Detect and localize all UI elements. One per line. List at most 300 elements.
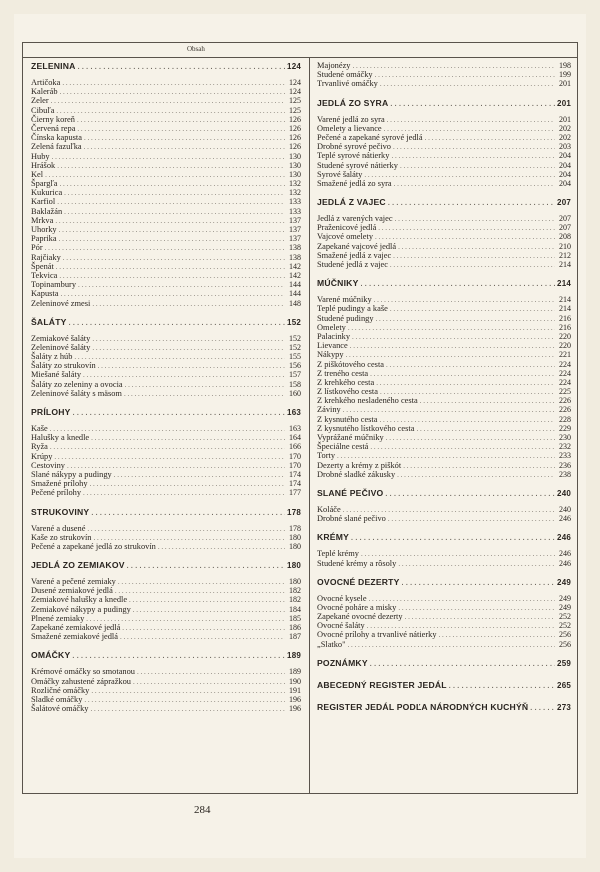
dot-leader bbox=[397, 471, 555, 480]
entry-page: 124 bbox=[289, 87, 301, 97]
toc-entry bbox=[317, 323, 571, 332]
toc-entry bbox=[31, 380, 301, 389]
entry-label: Zapekané ovocné dezerty bbox=[317, 612, 403, 622]
entry-page: 203 bbox=[559, 142, 571, 152]
toc-entry bbox=[31, 152, 301, 161]
section-heading bbox=[317, 98, 571, 111]
toc-entry bbox=[31, 667, 301, 676]
entry-label: Sladké omáčky bbox=[31, 694, 83, 704]
dot-leader bbox=[386, 361, 555, 370]
entry-label: Artičoka bbox=[31, 78, 61, 87]
toc-entry bbox=[31, 170, 301, 179]
entry-page: 186 bbox=[289, 623, 301, 632]
dot-leader bbox=[385, 491, 555, 498]
toc-section bbox=[317, 702, 571, 715]
dot-leader bbox=[98, 362, 285, 371]
section-title: PRÍLOHY bbox=[31, 407, 71, 417]
entry-label: Hrášok bbox=[31, 160, 56, 170]
entry-label: Dusené zemiakové jedlá bbox=[31, 586, 113, 596]
dot-leader bbox=[59, 272, 285, 281]
toc-entry bbox=[317, 378, 571, 387]
dot-leader bbox=[56, 263, 285, 272]
entry-label: Pór bbox=[31, 243, 43, 253]
entry-label: Drobné slané pečivo bbox=[317, 514, 386, 524]
entry-page: 130 bbox=[289, 151, 301, 161]
dot-leader bbox=[378, 224, 555, 233]
toc-entry bbox=[31, 115, 301, 124]
entry-label: Krémové omáčky so smotanou bbox=[31, 667, 135, 677]
entry-label: Červená repa bbox=[31, 123, 76, 133]
entry-page: 160 bbox=[289, 388, 301, 398]
entry-label: Z piškótového cesta bbox=[317, 359, 384, 369]
entry-page: 224 bbox=[559, 368, 571, 378]
entry-page: 233 bbox=[559, 451, 571, 461]
section-title: ABECEDNÝ REGISTER JEDÁL bbox=[317, 679, 447, 690]
toc-entry bbox=[317, 424, 571, 433]
entry-label: Torty bbox=[317, 451, 336, 461]
toc-entry bbox=[31, 289, 301, 298]
entry-label: Drobné sladké zákusky bbox=[317, 469, 396, 479]
entry-page: 142 bbox=[289, 261, 301, 271]
toc-entry bbox=[317, 170, 571, 179]
dot-leader bbox=[60, 290, 285, 299]
toc-entry bbox=[317, 223, 571, 232]
entry-label: Ovocné poháre a misky bbox=[317, 602, 397, 612]
dot-leader bbox=[73, 410, 285, 417]
dot-leader bbox=[74, 353, 285, 362]
dot-leader bbox=[398, 604, 555, 613]
dot-leader bbox=[87, 525, 285, 534]
entry-label: Koláče bbox=[317, 504, 341, 514]
left-column bbox=[31, 61, 301, 713]
entry-page: 156 bbox=[289, 361, 301, 371]
dot-leader bbox=[84, 143, 285, 152]
toc-section bbox=[317, 577, 571, 649]
entry-page: 246 bbox=[559, 514, 571, 524]
toc-entry bbox=[317, 304, 571, 313]
toc-entry bbox=[317, 514, 571, 523]
entry-label: Šalátové omáčky bbox=[31, 704, 89, 714]
entry-page: 196 bbox=[289, 704, 301, 714]
section-heading bbox=[317, 658, 571, 671]
entry-page: 126 bbox=[289, 123, 301, 133]
toc-entry bbox=[317, 461, 571, 470]
toc-section bbox=[317, 197, 571, 269]
entry-label: Varené a dusené bbox=[31, 523, 86, 533]
toc-entry bbox=[31, 262, 301, 271]
toc-entry bbox=[31, 299, 301, 308]
dot-leader bbox=[64, 189, 285, 198]
entry-label: Uhorky bbox=[31, 225, 57, 234]
dot-leader bbox=[51, 97, 285, 106]
toc-entry bbox=[317, 251, 571, 260]
toc-entry bbox=[31, 704, 301, 713]
toc-entry bbox=[317, 505, 571, 514]
entry-label: Špenát bbox=[31, 261, 54, 271]
dot-leader bbox=[393, 143, 555, 152]
entry-label: Z krehkého cesta bbox=[317, 377, 375, 387]
entry-label: Čínska kapusta bbox=[31, 133, 82, 143]
toc-entry bbox=[31, 452, 301, 461]
entry-label: Rozličné omáčky bbox=[31, 685, 90, 695]
toc-entry bbox=[317, 161, 571, 170]
entry-label: Baklažán bbox=[31, 206, 63, 216]
dot-leader bbox=[376, 379, 555, 388]
entry-page: 125 bbox=[289, 105, 301, 115]
toc-entry bbox=[31, 280, 301, 289]
right-column bbox=[317, 61, 571, 715]
entry-page: 201 bbox=[559, 114, 571, 124]
section-heading bbox=[31, 317, 301, 330]
dot-leader bbox=[420, 397, 555, 406]
section-page: 180 bbox=[287, 561, 301, 571]
toc-entry bbox=[31, 179, 301, 188]
entry-page: 138 bbox=[289, 252, 301, 262]
entry-page: 170 bbox=[289, 451, 301, 461]
entry-label: Studené jedlá z vajec bbox=[317, 260, 388, 269]
header-bar bbox=[23, 43, 577, 58]
section-page: 207 bbox=[557, 198, 571, 208]
toc-entry bbox=[31, 361, 301, 370]
entry-label: Čierny koreň bbox=[31, 114, 75, 124]
toc-entry bbox=[317, 594, 571, 603]
entry-page: 214 bbox=[559, 295, 571, 305]
contents-frame bbox=[22, 42, 578, 794]
entry-label: Varené a pečené zemiaky bbox=[31, 577, 116, 587]
dot-leader bbox=[380, 80, 555, 89]
dot-leader bbox=[133, 606, 285, 615]
toc-entry bbox=[31, 524, 301, 533]
entry-page: 216 bbox=[559, 322, 571, 332]
page-number: 284 bbox=[194, 804, 211, 816]
toc-entry bbox=[317, 79, 571, 88]
section-heading bbox=[317, 702, 571, 715]
toc-entry bbox=[317, 405, 571, 414]
section-page: 273 bbox=[557, 702, 571, 712]
section-heading bbox=[31, 507, 301, 520]
dot-leader bbox=[393, 252, 555, 261]
toc-entry bbox=[31, 188, 301, 197]
dot-leader bbox=[124, 390, 285, 399]
toc-entry bbox=[31, 253, 301, 262]
entry-label: Topinambury bbox=[31, 280, 77, 290]
entry-page: 137 bbox=[289, 234, 301, 244]
toc-entry bbox=[31, 479, 301, 488]
toc-entry bbox=[317, 549, 571, 558]
entry-label: Drobné syrové pečivo bbox=[317, 142, 391, 152]
entry-label: Nákypy bbox=[317, 350, 344, 360]
dot-leader bbox=[439, 631, 555, 640]
dot-leader bbox=[77, 125, 285, 134]
dot-leader bbox=[59, 226, 285, 235]
entry-page: 256 bbox=[559, 630, 571, 640]
entry-label: Slané nákypy a pudingy bbox=[31, 469, 112, 479]
entry-page: 174 bbox=[289, 469, 301, 479]
toc-section bbox=[31, 507, 301, 552]
entry-label: Rajčiaky bbox=[31, 252, 61, 262]
running-head: Obsah bbox=[187, 45, 205, 53]
section-heading bbox=[317, 577, 571, 590]
dot-leader bbox=[530, 705, 555, 712]
toc-entry bbox=[31, 234, 301, 243]
entry-label: Smažené jedlá zo syra bbox=[317, 178, 392, 188]
entry-label: Kaše bbox=[31, 424, 48, 433]
dot-leader bbox=[369, 595, 555, 604]
dot-leader bbox=[91, 510, 285, 517]
section-page: 178 bbox=[287, 507, 301, 517]
entry-page: 133 bbox=[289, 197, 301, 207]
entry-page: 202 bbox=[559, 132, 571, 142]
dot-leader bbox=[391, 152, 555, 161]
dot-leader bbox=[63, 254, 285, 263]
toc-entry bbox=[317, 621, 571, 630]
entry-label: Zeleninové šaláty s mäsom bbox=[31, 388, 122, 398]
toc-section bbox=[317, 658, 571, 671]
entry-page: 155 bbox=[289, 352, 301, 362]
entry-page: 144 bbox=[289, 280, 301, 290]
dot-leader bbox=[402, 580, 555, 587]
toc-section bbox=[31, 560, 301, 641]
entry-label: Šaláty zo strukovín bbox=[31, 361, 96, 371]
entry-label: Cestoviny bbox=[31, 460, 65, 470]
section-title: ŠALÁTY bbox=[31, 316, 67, 327]
section-page: 265 bbox=[557, 680, 571, 690]
toc-section bbox=[31, 407, 301, 498]
entry-page: 201 bbox=[559, 79, 571, 89]
section-title: OMÁČKY bbox=[31, 650, 71, 661]
toc-entry bbox=[317, 124, 571, 133]
dot-leader bbox=[57, 162, 285, 171]
entry-label: Palacinky bbox=[317, 331, 351, 341]
dot-leader bbox=[64, 208, 285, 217]
section-title: STRUKOVINY bbox=[31, 506, 90, 517]
toc-entry bbox=[31, 461, 301, 470]
entry-label: Pečené a zapekané syrové jedlá bbox=[317, 132, 423, 142]
toc-entry bbox=[317, 214, 571, 223]
toc-entry bbox=[31, 352, 301, 361]
section-title: SLANÉ PEČIVO bbox=[317, 487, 384, 498]
toc-entry bbox=[317, 630, 571, 639]
dot-leader bbox=[350, 342, 555, 351]
toc-entry bbox=[317, 387, 571, 396]
dot-leader bbox=[91, 434, 285, 443]
entry-page: 180 bbox=[289, 532, 301, 542]
dot-leader bbox=[158, 543, 285, 552]
toc-entry bbox=[317, 232, 571, 241]
section-heading bbox=[31, 650, 301, 663]
entry-page: 252 bbox=[559, 612, 571, 622]
entry-page: 138 bbox=[289, 243, 301, 253]
entry-label: Omelety a lievance bbox=[317, 123, 382, 133]
toc-entry bbox=[31, 389, 301, 398]
dot-leader bbox=[45, 244, 285, 253]
toc-entry bbox=[317, 442, 571, 451]
toc-entry bbox=[31, 207, 301, 216]
entry-label: Cibuľa bbox=[31, 105, 55, 115]
section-title: KRÉMY bbox=[317, 532, 350, 543]
dot-leader bbox=[364, 171, 555, 180]
entry-label: Zapekané vajcové jedlá bbox=[317, 241, 397, 251]
toc-entry bbox=[31, 78, 301, 87]
dot-leader bbox=[90, 705, 285, 714]
toc-entry bbox=[317, 451, 571, 460]
toc-entry bbox=[317, 70, 571, 79]
toc-entry bbox=[317, 179, 571, 188]
column-divider bbox=[309, 57, 310, 793]
entry-label: Záviny bbox=[317, 405, 341, 415]
entry-page: 220 bbox=[559, 331, 571, 341]
entry-label: Lievance bbox=[317, 341, 348, 351]
toc-entry bbox=[317, 142, 571, 151]
entry-page: 226 bbox=[559, 396, 571, 406]
toc-entry bbox=[317, 470, 571, 479]
entry-page: 236 bbox=[559, 460, 571, 470]
toc-entry bbox=[317, 332, 571, 341]
dot-leader bbox=[425, 134, 555, 143]
dot-leader bbox=[133, 678, 285, 687]
entry-page: 202 bbox=[559, 123, 571, 133]
entry-page: 180 bbox=[289, 541, 301, 551]
dot-leader bbox=[375, 233, 555, 242]
entry-page: 252 bbox=[559, 621, 571, 631]
dot-leader bbox=[118, 578, 285, 587]
section-title: JEDLÁ ZO SYRA bbox=[317, 97, 389, 108]
entry-label: „Slatko" bbox=[317, 639, 346, 649]
entry-label: Varené jedlá zo syra bbox=[317, 114, 385, 124]
entry-page: 240 bbox=[559, 504, 571, 514]
entry-label: Studené syrové nátierky bbox=[317, 160, 398, 170]
dot-leader bbox=[84, 696, 285, 705]
toc-entry bbox=[31, 695, 301, 704]
dot-leader bbox=[91, 687, 285, 696]
dot-leader bbox=[114, 471, 285, 480]
entry-page: 230 bbox=[559, 433, 571, 442]
entry-label: Majonézy bbox=[317, 61, 351, 70]
entry-page: 238 bbox=[559, 469, 571, 479]
entry-label: Pečené prílohy bbox=[31, 488, 82, 498]
dot-leader bbox=[416, 425, 555, 434]
entry-label: Z krehkého nesladeného cesta bbox=[317, 396, 418, 406]
toc-entry bbox=[31, 96, 301, 105]
entry-page: 126 bbox=[289, 142, 301, 152]
dot-leader bbox=[50, 443, 285, 452]
toc-entry bbox=[317, 61, 571, 70]
toc-entry bbox=[31, 542, 301, 551]
section-heading bbox=[31, 560, 301, 573]
entry-label: Smažené prílohy bbox=[31, 479, 88, 489]
entry-label: Vyprážané múčniky bbox=[317, 433, 384, 442]
entry-label: Vajcové omelety bbox=[317, 232, 374, 242]
toc-entry bbox=[317, 415, 571, 424]
toc-entry bbox=[31, 243, 301, 252]
section-page: 152 bbox=[287, 317, 301, 327]
entry-page: 132 bbox=[289, 188, 301, 198]
entry-label: Dezerty a krémy z piškót bbox=[317, 460, 402, 470]
toc-entry bbox=[31, 632, 301, 641]
dot-leader bbox=[352, 333, 555, 342]
dot-leader bbox=[55, 217, 285, 226]
entry-page: 210 bbox=[559, 241, 571, 251]
entry-label: Zemiakové halušky a knedle bbox=[31, 595, 128, 605]
toc-entry bbox=[31, 433, 301, 442]
toc-section bbox=[31, 317, 301, 398]
dot-leader bbox=[72, 653, 285, 660]
entry-label: Z treného cesta bbox=[317, 368, 369, 378]
entry-label: Halušky a knedle bbox=[31, 433, 90, 443]
dot-leader bbox=[370, 443, 555, 452]
entry-label: Zemiakové nákypy a pudingy bbox=[31, 604, 131, 614]
entry-label: Kukurica bbox=[31, 188, 63, 198]
entry-page: 204 bbox=[559, 169, 571, 179]
section-heading bbox=[317, 278, 571, 291]
toc-entry bbox=[317, 133, 571, 142]
toc-entry bbox=[317, 559, 571, 568]
toc-entry bbox=[31, 334, 301, 343]
dot-leader bbox=[52, 153, 285, 162]
dot-leader bbox=[375, 71, 555, 80]
entry-page: 157 bbox=[289, 370, 301, 380]
toc-section bbox=[317, 98, 571, 189]
dot-leader bbox=[137, 668, 285, 677]
entry-page: 130 bbox=[289, 160, 301, 170]
section-title: ZELENINA bbox=[31, 61, 76, 71]
entry-label: Zapekané zemiakové jedlá bbox=[31, 623, 121, 632]
entry-page: 180 bbox=[289, 577, 301, 587]
toc-entry bbox=[31, 225, 301, 234]
entry-page: 185 bbox=[289, 613, 301, 623]
toc-entry bbox=[317, 314, 571, 323]
toc-entry bbox=[31, 595, 301, 604]
toc-entry bbox=[31, 142, 301, 151]
dot-leader bbox=[84, 134, 285, 143]
toc-section bbox=[317, 488, 571, 523]
entry-page: 207 bbox=[559, 223, 571, 233]
toc-entry bbox=[31, 370, 301, 379]
toc-entry bbox=[317, 360, 571, 369]
dot-leader bbox=[361, 281, 555, 288]
entry-label: Z kysnutého cesta bbox=[317, 414, 378, 424]
toc-section bbox=[317, 61, 571, 89]
entry-page: 126 bbox=[289, 114, 301, 124]
entry-page: 142 bbox=[289, 270, 301, 280]
entry-label: Jedlá z varených vajec bbox=[317, 214, 393, 224]
dot-leader bbox=[92, 335, 285, 344]
entry-label: Studené pudingy bbox=[317, 313, 374, 323]
entry-label: Špargľa bbox=[31, 179, 58, 189]
entry-page: 184 bbox=[289, 604, 301, 614]
entry-label: Zeleninové zmesi bbox=[31, 298, 91, 308]
toc-entry bbox=[317, 151, 571, 160]
entry-label: Kaše zo strukovín bbox=[31, 532, 92, 542]
entry-page: 199 bbox=[559, 70, 571, 80]
dot-leader bbox=[120, 633, 285, 642]
entry-page: 232 bbox=[559, 442, 571, 452]
entry-label: Omáčky zahustené zápražkou bbox=[31, 676, 131, 686]
entry-label: Ovocné prílohy a trvanlivé nátierky bbox=[317, 630, 437, 640]
toc-entry bbox=[31, 533, 301, 542]
dot-leader bbox=[353, 62, 556, 71]
entry-page: 216 bbox=[559, 313, 571, 323]
dot-leader bbox=[77, 116, 285, 125]
entry-label: Špeciálne cestá bbox=[317, 442, 369, 452]
toc-section bbox=[31, 61, 301, 308]
dot-leader bbox=[57, 198, 285, 207]
toc-entry bbox=[31, 442, 301, 451]
entry-page: 246 bbox=[559, 549, 571, 559]
entry-page: 224 bbox=[559, 377, 571, 387]
toc-entry bbox=[31, 106, 301, 115]
dot-leader bbox=[390, 261, 555, 270]
